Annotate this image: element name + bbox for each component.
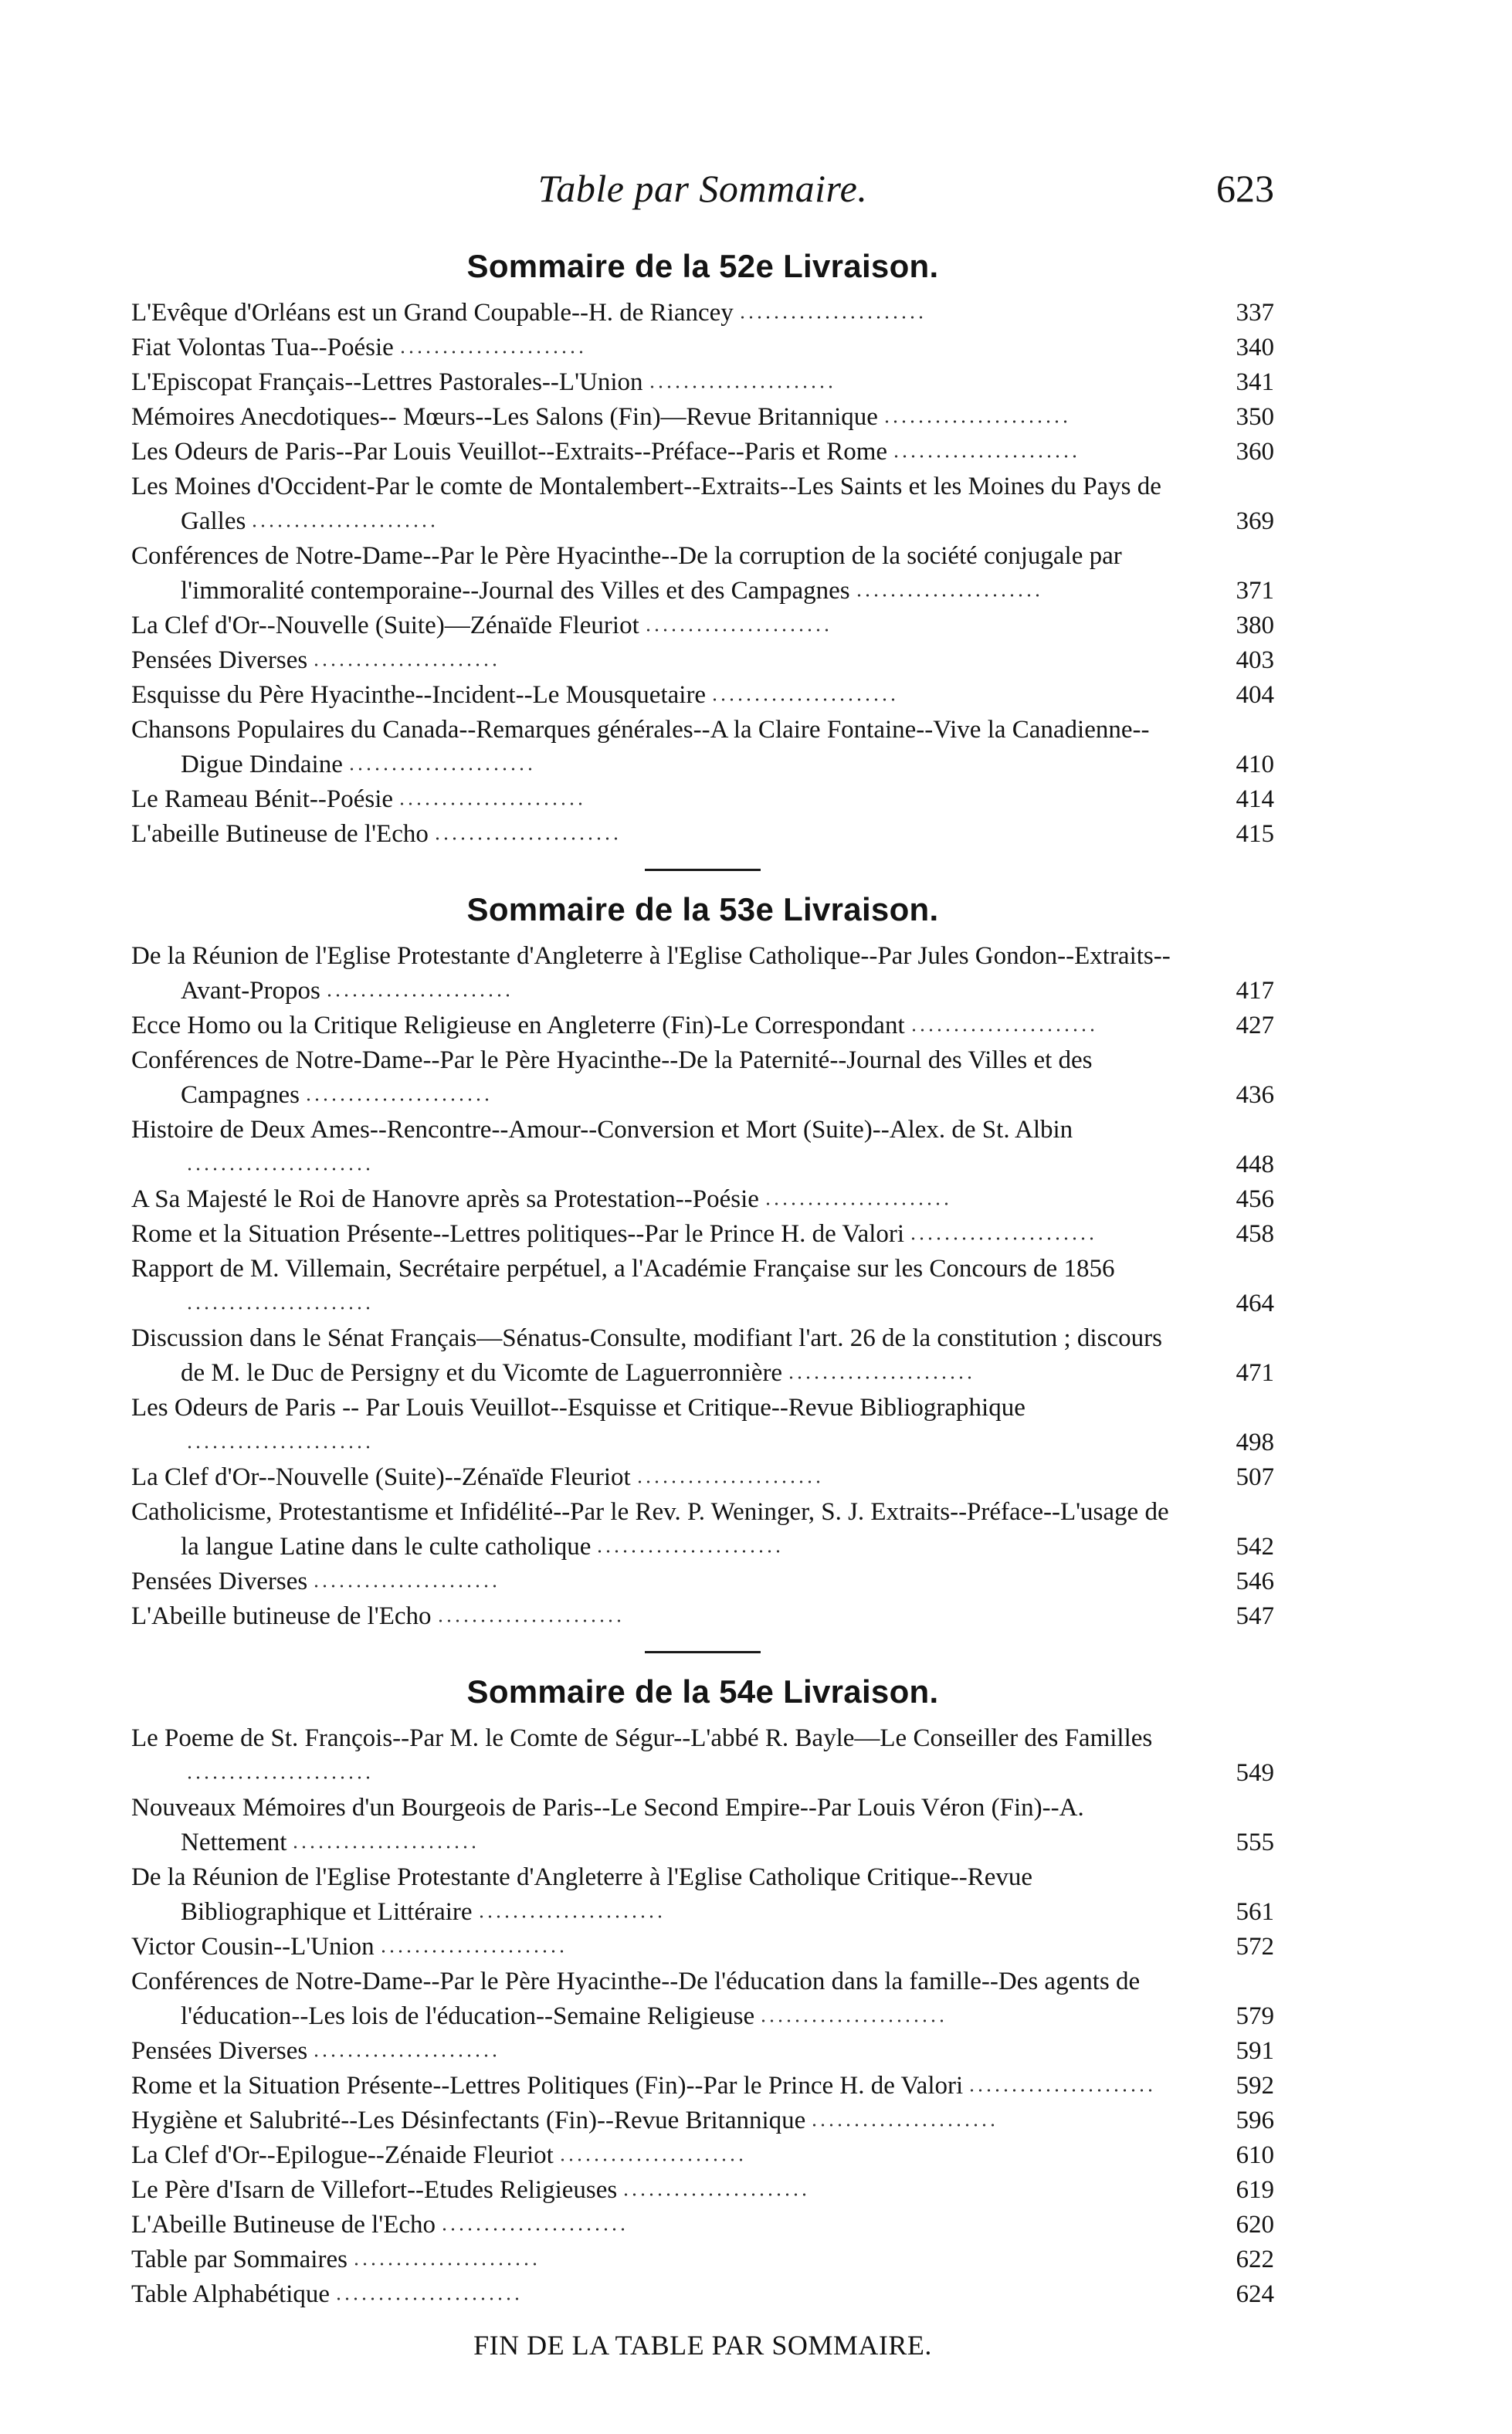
toc-entry (131, 678, 1274, 713)
running-title: Table par Sommaire. (537, 167, 868, 210)
dot-leader (595, 1548, 781, 1554)
entry-page-number: 448 (1236, 1151, 1274, 1178)
toc-entry (131, 1182, 1274, 1217)
entry-page-number: 620 (1236, 2211, 1274, 2239)
entry-title: Ecce Homo ou la Critique Religieuse en Angleterre (Fin)-Le Correspondant (131, 1012, 905, 1039)
entry-page-number: 427 (1236, 1012, 1274, 1039)
toc-entry (131, 400, 1274, 435)
dot-leader (644, 627, 829, 633)
entry-page-number: 464 (1236, 1290, 1274, 1317)
entry-page-number: 547 (1236, 1602, 1274, 1630)
entry-page-number: 596 (1236, 2107, 1274, 2134)
dot-leader (477, 1914, 663, 1920)
entry-page-number: 436 (1236, 1081, 1274, 1109)
dot-leader (185, 1166, 371, 1172)
end-note: FIN DE LA TABLE PAR SOMMAIRE. (473, 2330, 932, 2361)
toc-entry (131, 643, 1274, 678)
entry-title: Rome et la Situation Présente--Lettres politiques--Par le Prince H. de Valori (131, 1220, 905, 1248)
dot-leader (312, 1583, 497, 1589)
entry-title: De la Réunion de l'Eglise Protestante d'Angleterre à l'Eglise Catholique--Par Jules Gondon--Extraits--Avant-Propos (131, 942, 1171, 1005)
entry-page-number: 555 (1236, 1829, 1274, 1856)
dot-leader (648, 384, 833, 390)
section-divider (645, 869, 761, 871)
entry-page-number: 350 (1236, 403, 1274, 431)
entry-page-number: 622 (1236, 2246, 1274, 2273)
entry-page-number: 414 (1236, 785, 1274, 813)
toc-entry (131, 1113, 1274, 1182)
entry-title: L'Abeille Butineuse de l'Echo (131, 2211, 436, 2239)
dot-leader (185, 1775, 371, 1781)
entry-page-number: 341 (1236, 368, 1274, 396)
toc-entry (131, 1721, 1274, 1791)
dot-leader (710, 697, 896, 703)
running-head (131, 166, 1274, 228)
toc-entry (131, 1930, 1274, 1964)
toc-entry (131, 1217, 1274, 1252)
entry-title: Conférences de Notre-Dame--Par le Père Hyacinthe--De la Paternité--Journal des Villes et des Campagnes (131, 1046, 1093, 1109)
entry-title: Les Odeurs de Paris--Par Louis Veuillot--Extraits--Préface--Paris et Rome (131, 438, 888, 466)
entry-title: Les Moines d'Occident-Par le comte de Montalembert--Extraits--Les Saints et les Moines du Pays de Galles (131, 473, 1161, 535)
entry-title: Histoire de Deux Ames--Rencontre--Amour--Conversion et Mort (Suite)--Alex. de St. Albin (131, 1116, 1073, 1144)
dot-leader (325, 992, 510, 998)
dot-leader (334, 2296, 520, 2302)
entry-page-number: 542 (1236, 1533, 1274, 1561)
dot-leader (892, 453, 1077, 459)
entry-title: Pensées Diverses (131, 2037, 308, 2065)
entry-title: La Clef d'Or--Nouvelle (Suite)--Zénaïde Fleuriot (131, 1463, 631, 1491)
toc-entry (131, 817, 1274, 852)
toc-entry (131, 365, 1274, 400)
entry-title: Les Odeurs de Paris -- Par Louis Veuillot--Esquisse et Critique--Revue Bibliographique (131, 1394, 1026, 1422)
toc-entry (131, 1391, 1274, 1460)
entry-title: Catholicisme, Protestantisme et Infidélité--Par le Rev. P. Weninger, S. J. Extraits--Préface--L'usage de la langue Latine dans le culte catholique (131, 1498, 1169, 1561)
entry-page-number: 592 (1236, 2072, 1274, 2100)
entry-list (131, 296, 1274, 852)
entry-title: Le Père d'Isarn de Villefort--Etudes Religieuses (131, 2176, 618, 2204)
entry-page-number: 561 (1236, 1898, 1274, 1926)
entry-title: De la Réunion de l'Eglise Protestante d'Angleterre à l'Eglise Catholique Critique--Revue Bibliographique et Littéraire (131, 1863, 1033, 1926)
toc-entry (131, 1043, 1274, 1113)
entry-title: A Sa Majesté le Roi de Hanovre après sa Protestation--Poésie (131, 1185, 759, 1213)
entry-title: Conférences de Notre-Dame--Par le Père Hyacinthe--De la corruption de la société conjugale par l'immoralité contemporaine--Journal des Villes et des Campagnes (131, 542, 1122, 605)
entry-title: Mémoires Anecdotiques-- Mœurs--Les Salons (Fin)—Revue Britannique (131, 403, 878, 431)
toc-entry (131, 2138, 1274, 2173)
entry-page-number: 498 (1236, 1429, 1274, 1456)
toc-entry (131, 1599, 1274, 1634)
dot-leader (379, 1948, 564, 1954)
entry-page-number: 369 (1236, 507, 1274, 535)
entry-title: Le Rameau Bénit--Poésie (131, 785, 394, 813)
dot-leader (250, 523, 436, 529)
entry-page-number: 410 (1236, 751, 1274, 778)
entry-page-number: 546 (1236, 1568, 1274, 1595)
entry-title: Hygiène et Salubrité--Les Désinfectants (Fin)--Revue Britannique (131, 2107, 806, 2134)
dot-leader (304, 1097, 490, 1103)
entry-title: Fiat Volontas Tua--Poésie (131, 334, 394, 361)
dot-leader (347, 766, 533, 772)
dot-leader (398, 801, 583, 807)
toc-entry (131, 435, 1274, 470)
toc-entry (131, 1564, 1274, 1599)
dot-leader (622, 2192, 807, 2198)
entry-page-number: 624 (1236, 2280, 1274, 2308)
dot-leader (291, 1844, 476, 1850)
toc-entry (131, 2069, 1274, 2103)
toc-entry (131, 782, 1274, 817)
entry-title: L'abeille Butineuse de l'Echo (131, 820, 429, 848)
dot-leader (738, 314, 924, 320)
entry-page-number: 340 (1236, 334, 1274, 361)
section-heading: Sommaire de la 52e Livraison. (466, 248, 939, 284)
entry-page-number: 610 (1236, 2141, 1274, 2169)
entry-title: L'Abeille butineuse de l'Echo (131, 1602, 432, 1630)
section-heading: Sommaire de la 54e Livraison. (466, 1673, 939, 1710)
dot-leader (855, 592, 1040, 598)
toc-entry (131, 1964, 1274, 2034)
dot-leader (787, 1375, 972, 1381)
entry-page-number: 579 (1236, 2002, 1274, 2030)
toc-entry (131, 1009, 1274, 1043)
page-number: 623 (1216, 167, 1274, 210)
entry-title: L'Evêque d'Orléans est un Grand Coupable--H. de Riancey (131, 299, 734, 327)
toc-entry (131, 2208, 1274, 2242)
toc-entry (131, 2173, 1274, 2208)
entry-title: Pensées Diverses (131, 646, 308, 674)
dot-leader (810, 2122, 995, 2128)
entry-page-number: 458 (1236, 1220, 1274, 1248)
entry-title: Chansons Populaires du Canada--Remarques générales--A la Claire Fontaine--Vive la Canadienne--Digue Dindaine (131, 716, 1150, 778)
toc-entry (131, 608, 1274, 643)
entry-title: Table Alphabétique (131, 2280, 331, 2308)
toc-entry (131, 1460, 1274, 1495)
dot-leader (436, 1618, 622, 1624)
toc-entry (131, 2277, 1274, 2312)
entry-title: La Clef d'Or--Epilogue--Zénaide Fleuriot (131, 2141, 554, 2169)
entry-page-number: 507 (1236, 1463, 1274, 1491)
entry-page-number: 380 (1236, 612, 1274, 639)
dot-leader (883, 419, 1068, 425)
entry-page-number: 371 (1236, 577, 1274, 605)
toc-entry (131, 2242, 1274, 2277)
dot-leader (909, 1236, 1094, 1242)
entry-page-number: 591 (1236, 2037, 1274, 2065)
toc-entry (131, 1791, 1274, 1860)
dot-leader (433, 836, 619, 842)
dot-leader (185, 1305, 371, 1311)
toc-entry (131, 539, 1274, 608)
entry-title: Conférences de Notre-Dame--Par le Père Hyacinthe--De l'éducation dans la famille--Des agents de l'éducation--Les lois de l'éducation--Semaine Religieuse (131, 1968, 1141, 2030)
entry-title: Pensées Diverses (131, 1568, 308, 1595)
toc-entry (131, 2103, 1274, 2138)
dot-leader (558, 2157, 744, 2163)
entry-list (131, 939, 1274, 1634)
entry-page-number: 404 (1236, 681, 1274, 709)
entry-title: L'Episcopat Français--Lettres Pastorales--L'Union (131, 368, 643, 396)
section-heading: Sommaire de la 53e Livraison. (466, 891, 939, 927)
entry-page-number: 456 (1236, 1185, 1274, 1213)
entry-page-number: 549 (1236, 1759, 1274, 1787)
table-of-contents (131, 248, 1274, 2312)
entry-page-number: 415 (1236, 820, 1274, 848)
dot-leader (185, 1444, 371, 1450)
entry-page-number: 360 (1236, 438, 1274, 466)
section-divider (645, 1651, 761, 1653)
entry-title: Discussion dans le Sénat Français—Sénatus-Consulte, modifiant l'art. 26 de la constitution ; discours de M. le Duc de Persigny et du Vicomte de Laguerronnière (131, 1324, 1162, 1387)
entry-page-number: 471 (1236, 1359, 1274, 1387)
livraison-section (131, 1673, 1274, 2312)
toc-entry (131, 1252, 1274, 1321)
dot-leader (312, 662, 497, 668)
entry-page-number: 417 (1236, 977, 1274, 1005)
dot-leader (759, 2018, 944, 2024)
dot-leader (398, 349, 584, 355)
toc-entry (131, 1860, 1274, 1930)
toc-entry (131, 939, 1274, 1009)
entry-title: Rome et la Situation Présente--Lettres Politiques (Fin)--Par le Prince H. de Valori (131, 2072, 964, 2100)
entry-page-number: 337 (1236, 299, 1274, 327)
entry-title: Victor Cousin--L'Union (131, 1933, 375, 1961)
entry-list (131, 1721, 1274, 2312)
dot-leader (968, 2087, 1153, 2093)
entry-title: La Clef d'Or--Nouvelle (Suite)—Zénaïde Fleuriot (131, 612, 639, 639)
dot-leader (910, 1027, 1095, 1033)
livraison-section (131, 248, 1274, 852)
entry-page-number: 619 (1236, 2176, 1274, 2204)
dot-leader (352, 2261, 537, 2267)
document-page (131, 166, 1274, 2361)
livraison-section (131, 891, 1274, 1634)
toc-entry (131, 1495, 1274, 1564)
entry-title: Le Poeme de St. François--Par M. le Comte de Ségur--L'abbé R. Bayle—Le Conseiller des Familles (131, 1724, 1153, 1752)
toc-entry (131, 713, 1274, 782)
toc-entry (131, 331, 1274, 365)
toc-entry (131, 2034, 1274, 2069)
entry-title: Table par Sommaires (131, 2246, 347, 2273)
dot-leader (440, 2226, 625, 2232)
entry-title: Nouveaux Mémoires d'un Bourgeois de Paris--Le Second Empire--Par Louis Véron (Fin)--A. Nettement (131, 1794, 1084, 1856)
entry-page-number: 572 (1236, 1933, 1274, 1961)
toc-entry (131, 1321, 1274, 1391)
entry-title: Rapport de M. Villemain, Secrétaire perpétuel, a l'Académie Française sur les Concours de 1856 (131, 1255, 1115, 1283)
toc-entry (131, 470, 1274, 539)
dot-leader (312, 2053, 497, 2059)
dot-leader (636, 1479, 821, 1485)
entry-page-number: 403 (1236, 646, 1274, 674)
entry-title: Esquisse du Père Hyacinthe--Incident--Le Mousquetaire (131, 681, 707, 709)
dot-leader (764, 1201, 949, 1207)
toc-entry (131, 296, 1274, 331)
